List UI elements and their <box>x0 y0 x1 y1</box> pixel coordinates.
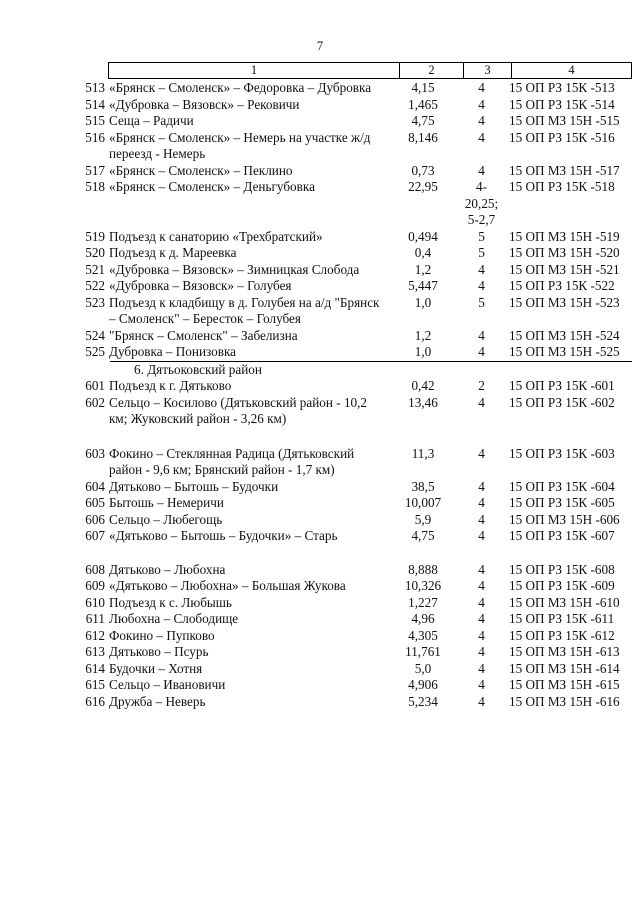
road-name: «Дятьково – Бытошь – Будочки» – Старь <box>109 528 338 543</box>
road-number: 614 <box>85 660 105 676</box>
road-number: 525 <box>85 344 105 359</box>
table-row <box>0 495 640 512</box>
road-length: 8,888 <box>408 561 438 577</box>
road-name: Дубровка – Понизовка <box>109 344 237 359</box>
road-number: 514 <box>85 96 105 112</box>
road-code: 15 ОП РЗ 15К -612 <box>509 627 615 643</box>
table-row <box>0 628 640 645</box>
road-name: Подъезд к с. Любышь <box>109 594 232 610</box>
road-category: 4 <box>478 261 485 277</box>
table-row <box>0 179 640 229</box>
road-table <box>0 80 640 710</box>
road-code: 15 ОП РЗ 15К -605 <box>509 495 615 510</box>
table-row <box>0 378 640 395</box>
road-category: 4 <box>478 80 485 95</box>
road-length: 5,447 <box>408 278 438 293</box>
road-length: 4,75 <box>411 528 435 543</box>
road-number: 605 <box>85 495 105 510</box>
road-name: Бытошь – Немеричи <box>109 495 224 510</box>
road-category: 5 <box>478 228 485 244</box>
road-code: 15 ОП МЗ 15Н -517 <box>509 162 620 178</box>
road-category: 2 <box>478 378 485 393</box>
road-name: «Брянск – Смоленск» – Пеклино <box>109 162 293 178</box>
road-name: Сельцо – Ивановичи <box>109 677 226 692</box>
road-name: Сельцо – Косилово (Дятьковский район - 10,2 км; Жуковский район - 3,26 км) <box>109 394 368 426</box>
road-name: «Дубровка – Вязовск» – Рековичи <box>109 96 300 112</box>
road-name: «Дубровка – Вязовск» – Голубея <box>109 278 292 293</box>
table-row <box>0 295 640 328</box>
table-row <box>0 528 640 545</box>
road-number: 609 <box>85 578 105 593</box>
road-name: «Дятьково – Любохна» – Большая Жукова <box>109 578 346 593</box>
road-length: 4,906 <box>408 677 438 692</box>
road-number: 519 <box>85 228 105 244</box>
road-number: 607 <box>85 528 105 543</box>
road-category: 4 <box>478 113 485 128</box>
road-category: 4 <box>478 445 485 461</box>
road-category: 4 <box>478 528 485 543</box>
road-length: 1,465 <box>408 96 438 112</box>
road-category: 4 <box>478 162 485 178</box>
road-category: 4 <box>478 344 485 359</box>
road-number: 613 <box>85 644 105 659</box>
table-row <box>0 446 640 479</box>
road-name: Дятьково – Любохна <box>109 561 226 577</box>
road-name: Подъезд к д. Мареевка <box>109 245 237 260</box>
road-code: 15 ОП РЗ 15К -516 <box>509 129 615 145</box>
road-number: 517 <box>85 162 105 178</box>
road-code: 15 ОП МЗ 15Н -520 <box>509 245 620 260</box>
road-code: 15 ОП МЗ 15Н -610 <box>509 594 620 610</box>
road-length: 10,326 <box>404 578 442 593</box>
road-category: 4 <box>478 561 485 577</box>
table-row <box>0 229 640 246</box>
road-code: 15 ОП МЗ 15Н -519 <box>509 228 620 244</box>
road-length: 13,46 <box>408 394 438 410</box>
road-category: 4 <box>478 394 485 410</box>
road-number: 513 <box>85 80 105 95</box>
road-number: 611 <box>85 611 105 626</box>
road-length: 4,305 <box>408 627 438 643</box>
road-number: 612 <box>85 627 105 643</box>
road-length: 4,15 <box>411 80 435 95</box>
road-length: 4,96 <box>411 611 435 626</box>
road-code: 15 ОП РЗ 15К -522 <box>509 278 615 293</box>
road-code: 15 ОП МЗ 15Н -525 <box>509 344 620 359</box>
table-row <box>0 97 640 114</box>
section-title: 6. Дятьоковский район <box>134 361 262 377</box>
road-number: 602 <box>85 394 105 410</box>
road-category: 4 <box>478 129 485 145</box>
road-code: 15 ОП РЗ 15К -601 <box>509 378 615 393</box>
table-row <box>0 677 640 694</box>
road-category: 5 <box>478 294 485 310</box>
road-number: 520 <box>85 245 105 260</box>
road-length: 1,227 <box>408 594 438 610</box>
table-row <box>0 130 640 163</box>
road-name: Дятьково – Бытошь – Будочки <box>109 478 279 494</box>
road-number: 521 <box>85 261 105 277</box>
road-code: 15 ОП МЗ 15Н -614 <box>509 660 620 676</box>
table-row <box>0 578 640 595</box>
road-code: 15 ОП МЗ 15Н -606 <box>509 511 620 527</box>
page-number: 7 <box>316 39 324 53</box>
road-number: 616 <box>85 693 105 709</box>
road-name: Дружба – Неверь <box>109 693 206 709</box>
table-row <box>0 80 640 97</box>
road-category: 4 <box>478 660 485 676</box>
road-name: «Брянск – Смоленск» – Деньгубовка <box>109 179 315 194</box>
table-row <box>0 479 640 496</box>
road-category: 4 <box>478 594 485 610</box>
road-number: 615 <box>85 677 105 692</box>
road-length: 38,5 <box>411 478 435 494</box>
road-code: 15 ОП РЗ 15К -609 <box>509 578 615 593</box>
road-name: Любохна – Слободище <box>109 611 239 626</box>
road-length: 8,146 <box>408 129 438 145</box>
road-length: 5,0 <box>414 660 432 676</box>
road-code: 15 ОП РЗ 15К -518 <box>509 179 615 194</box>
road-length: 1,2 <box>414 261 432 277</box>
road-number: 603 <box>85 445 105 461</box>
table-row <box>0 395 640 428</box>
road-category: 4 <box>478 327 485 343</box>
road-name: «Дубровка – Вязовск» – Зимницкая Слобода <box>109 261 360 277</box>
road-name: «Брянск – Смоленск» – Немерь на участке ж/д переезд - Немерь <box>109 129 371 161</box>
road-length: 5,234 <box>408 693 438 709</box>
road-length: 4,75 <box>411 113 435 128</box>
road-length: 22,95 <box>408 179 438 194</box>
section-heading <box>110 361 632 379</box>
road-category: 4 <box>478 627 485 643</box>
road-category: 4 <box>478 578 485 593</box>
road-code: 15 ОП МЗ 15Н -515 <box>509 113 620 128</box>
table-row <box>0 245 640 262</box>
road-category: 4 <box>478 511 485 527</box>
table-row <box>0 512 640 529</box>
road-code: 15 ОП РЗ 15К -602 <box>509 394 615 410</box>
road-category: 4 <box>478 478 485 494</box>
road-length: 1,0 <box>414 294 432 310</box>
table-row <box>0 163 640 180</box>
road-category: 4 <box>478 611 485 626</box>
road-length: 0,4 <box>414 245 432 260</box>
road-name: "Брянск – Смоленск" – Забелизна <box>109 327 298 343</box>
table-row <box>0 611 640 628</box>
road-number: 522 <box>85 278 105 293</box>
road-length: 0,494 <box>408 228 438 244</box>
road-number: 608 <box>85 561 105 577</box>
road-name: Подъезд к кладбищу в д. Голубея на а/д "Брянск – Смоленск" – Бересток – Голубея <box>109 294 380 326</box>
road-name: Сеща – Радичи <box>109 113 194 128</box>
road-category: 4 <box>478 644 485 659</box>
table-row <box>0 344 640 361</box>
road-name: Фокино – Пупково <box>109 627 215 643</box>
road-name: Подъезд к санаторию «Трехбратский» <box>109 228 323 244</box>
road-name: Фокино – Стеклянная Радица (Дятьковский район - 9,6 км; Брянский район - 1,7 км) <box>109 445 355 477</box>
road-code: 15 ОП РЗ 15К -604 <box>509 478 615 494</box>
road-category: 4- 20,25; 5-2,7 <box>464 179 499 227</box>
road-code: 15 ОП МЗ 15Н -615 <box>509 677 620 692</box>
header-col-3: 3 <box>464 63 512 78</box>
table-row <box>0 595 640 612</box>
road-category: 4 <box>478 96 485 112</box>
road-length: 10,007 <box>404 495 442 510</box>
table-row <box>0 262 640 279</box>
road-name: Дятьково – Псурь <box>109 644 209 659</box>
road-code: 15 ОП РЗ 15К -514 <box>509 96 615 112</box>
road-length: 1,2 <box>414 327 432 343</box>
road-number: 516 <box>85 129 105 145</box>
road-number: 515 <box>85 113 105 128</box>
road-code: 15 ОП МЗ 15Н -523 <box>509 294 620 310</box>
road-name: Будочки – Хотня <box>109 660 203 676</box>
table-header <box>108 62 632 79</box>
road-length: 11,3 <box>411 445 435 461</box>
header-col-1: 1 <box>109 63 400 78</box>
road-code: 15 ОП РЗ 15К -603 <box>509 445 615 461</box>
road-number: 604 <box>85 478 105 494</box>
road-number: 601 <box>85 378 105 393</box>
road-length: 11,761 <box>405 644 441 659</box>
road-code: 15 ОП МЗ 15Н -613 <box>509 644 620 659</box>
road-code: 15 ОП РЗ 15К -513 <box>509 80 615 95</box>
road-name: Сельцо – Любегощь <box>109 511 223 527</box>
road-code: 15 ОП МЗ 15Н -616 <box>509 693 620 709</box>
road-category: 5 <box>478 245 485 260</box>
table-row <box>0 562 640 579</box>
table-row <box>0 661 640 678</box>
road-code: 15 ОП МЗ 15Н -524 <box>509 327 620 343</box>
road-code: 15 ОП РЗ 15К -608 <box>509 561 615 577</box>
road-code: 15 ОП РЗ 15К -607 <box>509 528 615 543</box>
road-category: 4 <box>478 278 485 293</box>
road-length: 5,9 <box>414 511 432 527</box>
road-length: 0,42 <box>411 378 435 393</box>
table-row <box>0 113 640 130</box>
road-number: 523 <box>85 294 105 310</box>
header-col-4: 4 <box>568 63 575 77</box>
table-row <box>0 644 640 661</box>
road-length: 1,0 <box>414 344 432 359</box>
table-row <box>0 694 640 711</box>
road-number: 518 <box>85 179 105 194</box>
road-number: 524 <box>85 327 105 343</box>
road-number: 610 <box>85 594 105 610</box>
road-name: Подъезд к г. Дятьково <box>109 378 232 393</box>
road-name: «Брянск – Смоленск» – Федоровка – Дубровка <box>109 80 372 95</box>
table-row <box>0 278 640 295</box>
road-category: 4 <box>478 495 485 510</box>
header-col-2: 2 <box>400 63 464 78</box>
table-row <box>0 328 640 345</box>
road-length: 0,73 <box>411 162 435 178</box>
road-code: 15 ОП РЗ 15К -611 <box>509 611 615 626</box>
road-category: 4 <box>478 677 485 692</box>
road-code: 15 ОП МЗ 15Н -521 <box>509 261 620 277</box>
road-category: 4 <box>478 693 485 709</box>
road-number: 606 <box>85 511 105 527</box>
